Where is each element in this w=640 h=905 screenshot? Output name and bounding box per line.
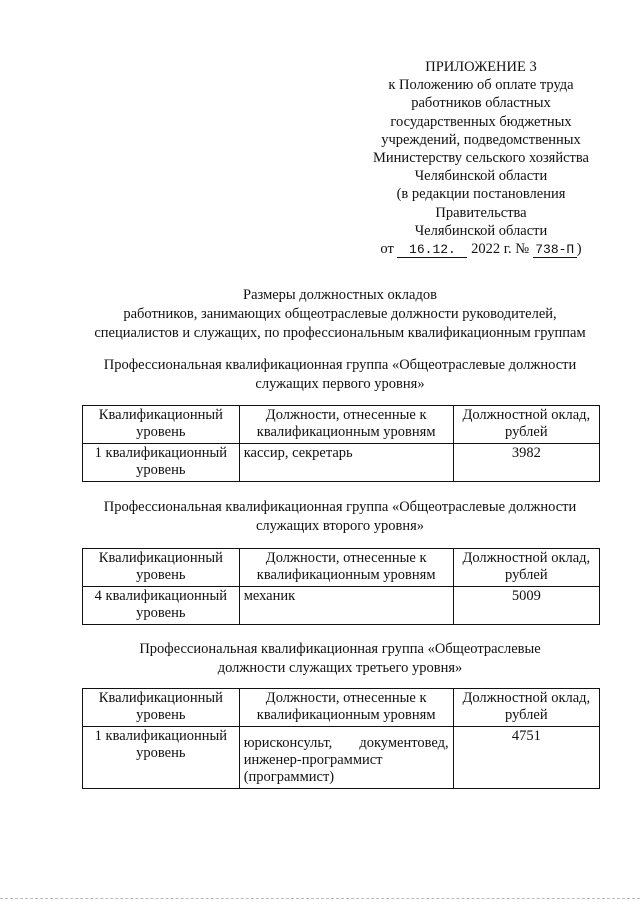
table-header-row xyxy=(83,689,600,727)
date-prefix: от xyxy=(380,241,394,258)
cell-positions: механик xyxy=(239,587,453,625)
group-1-title xyxy=(70,356,610,394)
header-salary: Должностной оклад, рублей xyxy=(453,406,599,444)
group-title-line-1: Профессиональная квалификационная группа «Общеотраслевые xyxy=(139,641,541,657)
cell-salary: 5009 xyxy=(453,587,599,625)
resolution-date-line xyxy=(360,240,602,258)
table-row xyxy=(83,587,600,625)
group-3-table xyxy=(82,688,600,789)
header-level: Квалификационный уровень xyxy=(83,549,240,587)
heading-line-1: Размеры должностных окладов xyxy=(243,287,437,303)
group-1-table xyxy=(82,405,600,482)
header-salary: Должностной оклад, рублей xyxy=(453,549,599,587)
group-2-title xyxy=(70,498,610,536)
appendix-title: ПРИЛОЖЕНИЕ 3 xyxy=(425,59,537,75)
year-number-label: 2022 г. № xyxy=(471,241,530,258)
appendix-line: Министерству сельского хозяйства xyxy=(373,150,589,167)
group-title-line-1: Профессиональная квалификационная группа «Общеотраслевые должности xyxy=(103,499,577,515)
header-positions: Должности, отнесенные к квалификационным уровням xyxy=(239,689,453,727)
appendix-line: Челябинской области xyxy=(414,168,548,185)
table-row xyxy=(83,444,600,482)
appendix-line: Челябинской области xyxy=(414,222,548,239)
table-header-row xyxy=(83,406,600,444)
header-level: Квалификационный уровень xyxy=(83,689,240,727)
closing-paren: ) xyxy=(576,241,582,258)
page-edge-divider xyxy=(0,898,640,899)
appendix-line: (в редакции постановления xyxy=(396,186,566,203)
appendix-line: работников областных xyxy=(411,95,551,112)
positions-line-2: инженер-программист (программист) xyxy=(243,752,383,785)
cell-level: 1 квалификационный уровень xyxy=(83,727,240,789)
resolution-date: 16.12. xyxy=(397,243,467,258)
group-title-line-2: служащих второго уровня» xyxy=(255,518,425,534)
cell-salary: 4751 xyxy=(453,727,599,789)
heading-line-2: работников, занимающих общеотраслевые должности руководителей, xyxy=(123,306,557,322)
appendix-line: к Положению об оплате труда xyxy=(388,77,574,94)
document-heading xyxy=(70,286,610,343)
resolution-number: 738-П xyxy=(533,243,577,258)
table-header-row xyxy=(83,549,600,587)
cell-salary: 3982 xyxy=(453,444,599,482)
appendix-line: Правительства xyxy=(435,204,527,221)
header-positions: Должности, отнесенные к квалификационным уровням xyxy=(239,406,453,444)
positions-line-1: юрисконсульт, документовед, xyxy=(243,735,449,751)
cell-level: 1 квалификационный уровень xyxy=(83,444,240,482)
appendix-line: учреждений, подведомственных xyxy=(381,131,581,148)
cell-positions: кассир, секретарь xyxy=(239,444,453,482)
header-positions: Должности, отнесенные к квалификационным уровням xyxy=(239,549,453,587)
appendix-line: государственных бюджетных xyxy=(390,113,572,130)
table-row xyxy=(83,727,600,789)
group-2-table xyxy=(82,548,600,625)
cell-level: 4 квалификационный уровень xyxy=(83,587,240,625)
group-title-line-2: должности служащих третьего уровня» xyxy=(217,660,463,676)
appendix-block xyxy=(360,58,602,258)
group-3-title xyxy=(70,640,610,678)
heading-line-3: специалистов и служащих, по профессиональным квалификационным группам xyxy=(94,325,586,341)
header-level: Квалификационный уровень xyxy=(83,406,240,444)
cell-positions xyxy=(239,727,453,789)
group-title-line-1: Профессиональная квалификационная группа «Общеотраслевые должности xyxy=(103,357,577,373)
header-salary: Должностной оклад, рублей xyxy=(453,689,599,727)
group-title-line-2: служащих первого уровня» xyxy=(255,376,425,392)
